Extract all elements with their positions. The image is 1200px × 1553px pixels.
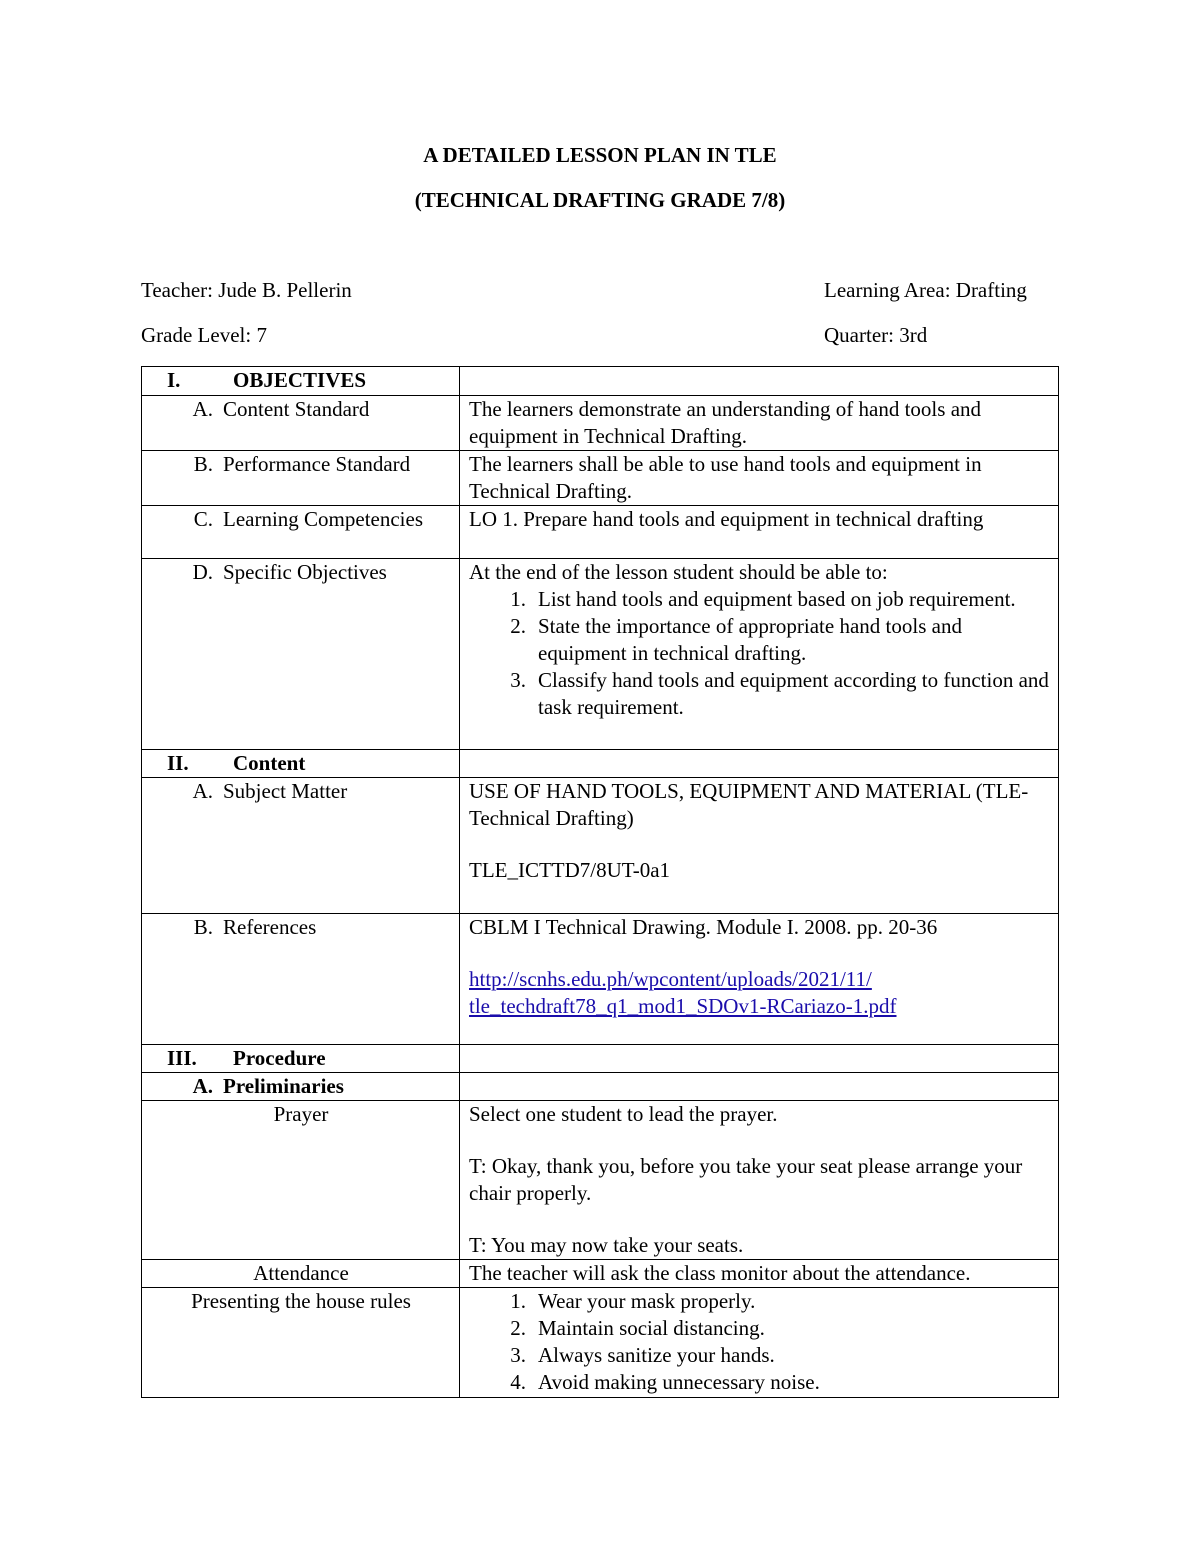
- specific-objectives-list: [469, 586, 1050, 721]
- subject-matter-code: TLE_ICTTD7/8UT-0a1: [469, 858, 671, 882]
- learning-area-field: Learning Area: Drafting: [824, 278, 1027, 302]
- table-row: [142, 778, 1059, 914]
- subject-matter-title: USE OF HAND TOOLS, EQUIPMENT AND MATERIAL (TLE-Technical Drafting): [469, 779, 1029, 830]
- table-row: [142, 914, 1059, 1045]
- table-row: [142, 1101, 1059, 1260]
- attendance-label: Attendance: [142, 1260, 460, 1288]
- document-title: A DETAILED LESSON PLAN IN TLE: [423, 143, 777, 167]
- table-row: [142, 1073, 1059, 1101]
- quarter-field: Quarter: 3rd: [824, 323, 928, 347]
- list-item: 1. Wear your mask properly.: [510, 1289, 756, 1313]
- teacher-field: Teacher: Jude B. Pellerin: [141, 278, 352, 302]
- grade-level-field: Grade Level: 7: [141, 323, 267, 347]
- section-row-procedure: [142, 1045, 1059, 1073]
- prayer-label: Prayer: [142, 1101, 460, 1260]
- performance-standard-label: B. Performance Standard: [193, 452, 411, 476]
- house-rules-list: [469, 1288, 1050, 1396]
- list-item: 4. Avoid making unnecessary noise.: [510, 1370, 820, 1394]
- document-subtitle: (TECHNICAL DRAFTING GRADE 7/8): [414, 188, 786, 212]
- performance-standard-text: The learners shall be able to use hand tools and equipment in Technical Drafting.: [460, 451, 1059, 506]
- table-row: [142, 451, 1059, 506]
- content-standard-label: A. Content Standard: [192, 397, 370, 421]
- lesson-plan-table: [141, 366, 1059, 1398]
- list-item: 2. State the importance of appropriate hand tools and equipment in technical drafting.: [510, 614, 962, 665]
- reference-link[interactable]: http://scnhs.edu.ph/wpcontent/uploads/2021/11/ tle_techdraft78_q1_mod1_SDOv1-RCariazo-1.pdf: [469, 967, 897, 1018]
- section-row-content: [142, 750, 1059, 778]
- section-heading-content: II. Content: [167, 751, 306, 775]
- preliminaries-heading: A. Preliminaries: [192, 1074, 344, 1098]
- house-rules-label: Presenting the house rules: [142, 1288, 460, 1398]
- table-row: [142, 396, 1059, 451]
- subject-matter-label: A. Subject Matter: [192, 779, 348, 803]
- specific-objectives-label: D. Specific Objectives: [192, 560, 387, 584]
- table-row: [142, 506, 1059, 559]
- learning-competencies-text: LO 1. Prepare hand tools and equipment in technical drafting: [460, 506, 1059, 559]
- list-item: 3. Classify hand tools and equipment according to function and task requirement.: [510, 668, 1049, 719]
- references-cell: [460, 914, 1059, 1045]
- references-label: B. References: [193, 915, 317, 939]
- attendance-text: The teacher will ask the class monitor about the attendance.: [460, 1260, 1059, 1288]
- section-row-objectives: [142, 367, 1059, 396]
- learning-competencies-label: C. Learning Competencies: [193, 507, 424, 531]
- list-item: 3. Always sanitize your hands.: [510, 1343, 775, 1367]
- house-rules-cell: [460, 1288, 1059, 1398]
- list-item: 2. Maintain social distancing.: [510, 1316, 765, 1340]
- section-heading-procedure: III. Procedure: [167, 1046, 326, 1070]
- prayer-cell: Select one student to lead the prayer. T: Okay, thank you, before you take your seat please arrange your chair properly. T: You may now take your seats.: [460, 1101, 1059, 1260]
- table-row: [142, 1260, 1059, 1288]
- section-heading-objectives: I. OBJECTIVES: [167, 368, 367, 392]
- content-standard-text: The learners demonstrate an understanding of hand tools and equipment in Technical Drafting.: [460, 396, 1059, 451]
- list-item: 1. List hand tools and equipment based on job requirement.: [510, 587, 1016, 611]
- subject-matter-cell: [460, 778, 1059, 914]
- specific-objectives-intro: At the end of the lesson student should be able to:: [469, 560, 888, 584]
- specific-objectives-cell: [460, 559, 1059, 750]
- table-row: [142, 1288, 1059, 1398]
- reference-citation: CBLM I Technical Drawing. Module I. 2008. pp. 20-36: [469, 915, 938, 939]
- table-row: [142, 559, 1059, 750]
